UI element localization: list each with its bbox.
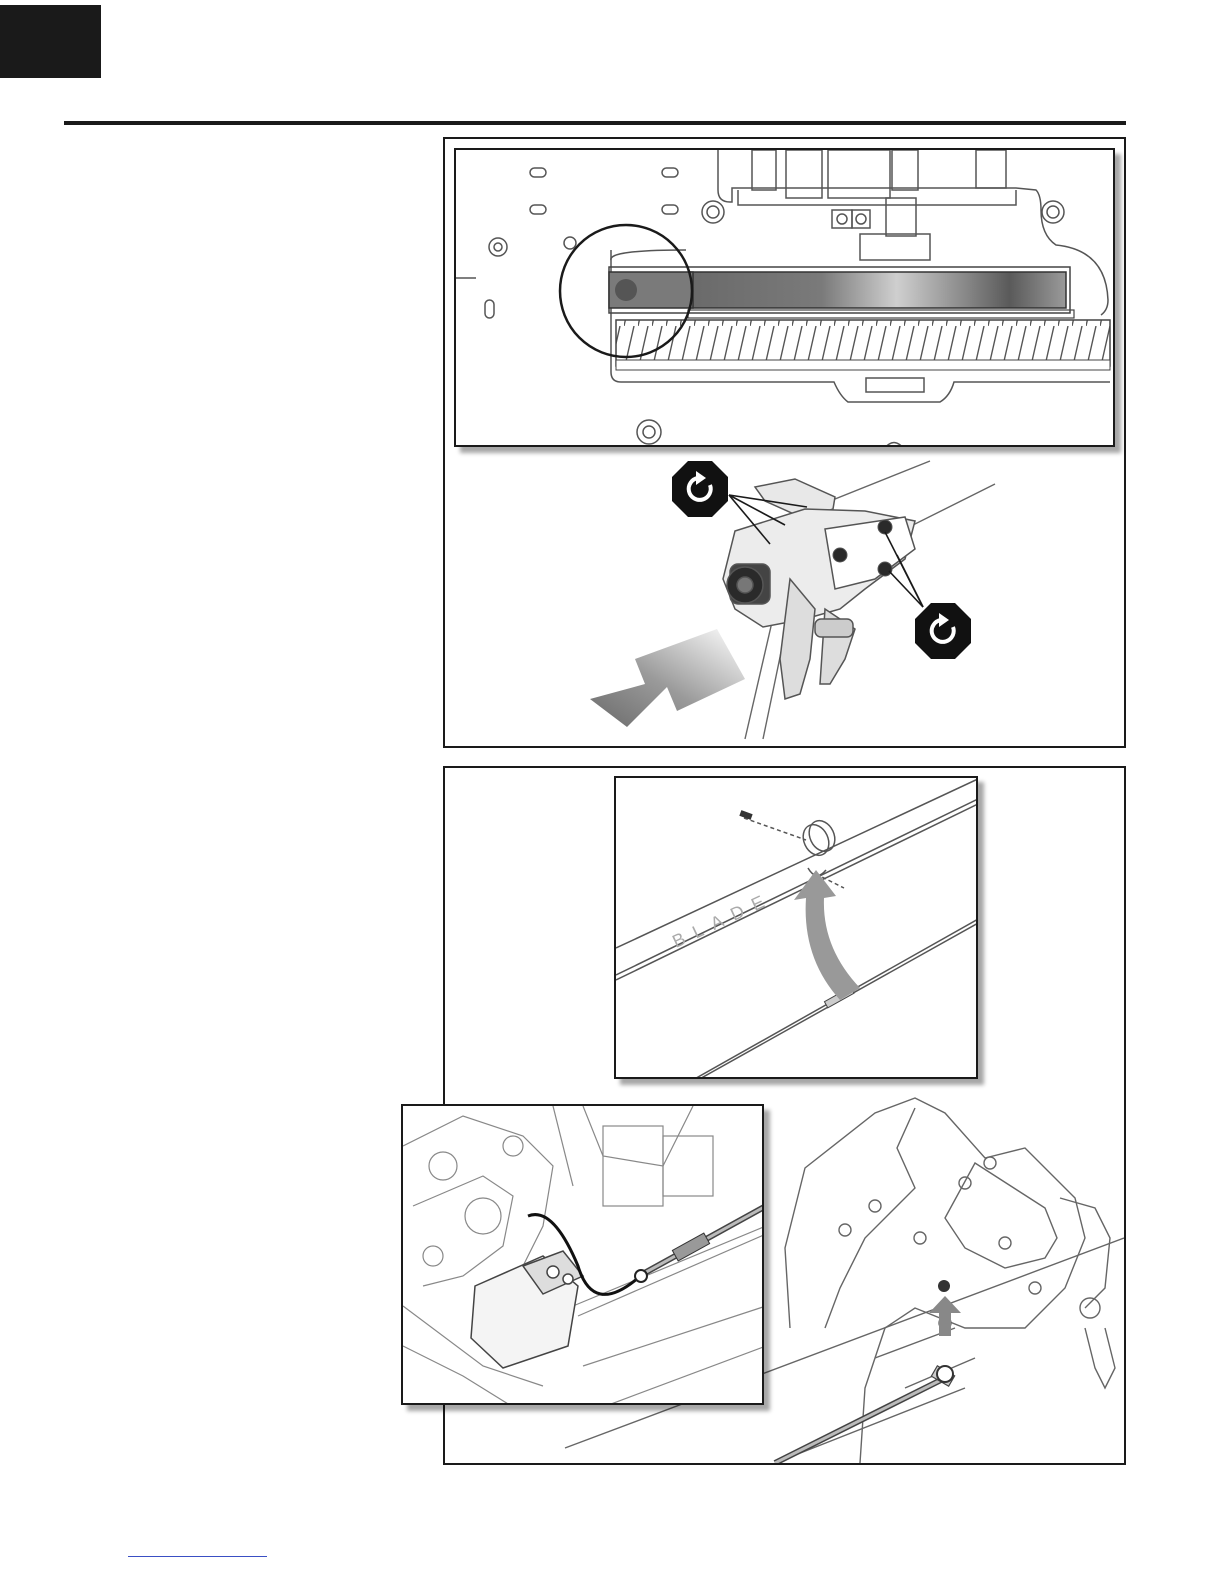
tail-boom-tube-drawing: [616, 778, 978, 1079]
rotate-counterclockwise-icon: [915, 603, 971, 659]
pull-arrow-icon: [590, 629, 745, 727]
figure-2-tube-detail: [614, 776, 978, 1079]
tube-brand-text: BLADE: [669, 887, 777, 952]
curved-up-arrow-icon: [794, 870, 860, 1000]
footer-link-underline[interactable]: [128, 1556, 267, 1557]
tail-case-assembly-drawing: [445, 139, 1124, 746]
header-rule: [64, 121, 1126, 125]
figure-2-servo-detail: [401, 1104, 764, 1405]
servo-linkage-drawing: [403, 1106, 764, 1405]
figure-1-panel: [443, 137, 1126, 748]
rotate-counterclockwise-icon: [672, 461, 728, 517]
section-tab: [0, 5, 101, 78]
